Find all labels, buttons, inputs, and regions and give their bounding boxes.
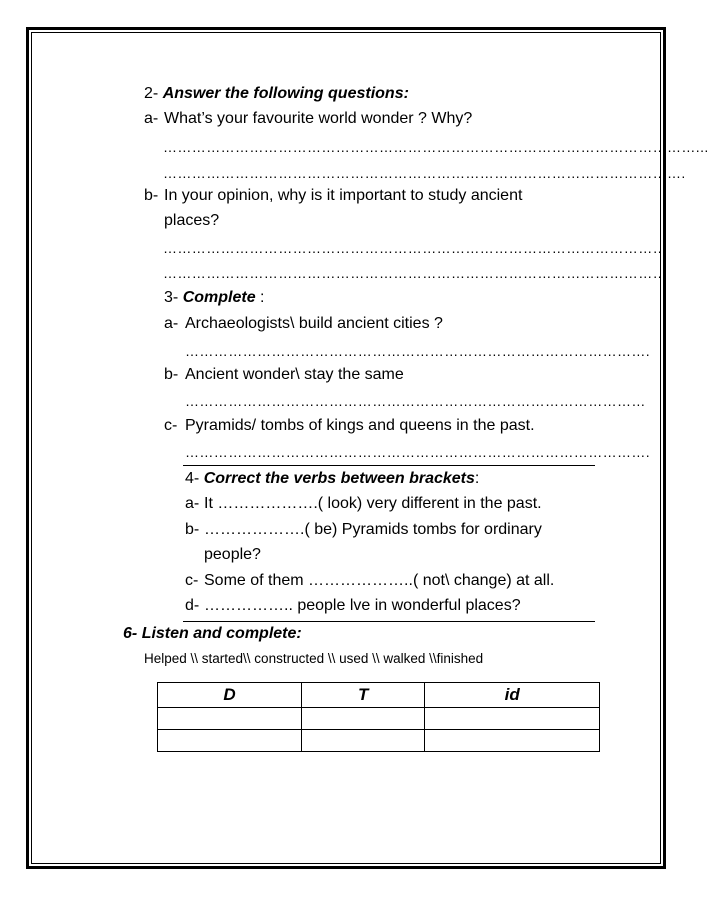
- q6-title: Listen and complete:: [141, 625, 302, 642]
- table-cell-t[interactable]: [301, 708, 424, 730]
- q2-a-letter: a-: [144, 110, 159, 127]
- table-row: [158, 730, 600, 752]
- q4-colon: :: [474, 470, 480, 487]
- q2-a-answer-line-2[interactable]: ……………………………………………………………………………………………….: [163, 165, 686, 181]
- q3-colon: :: [260, 289, 265, 306]
- table-cell-d[interactable]: [158, 708, 302, 730]
- table-row: [158, 708, 600, 730]
- q2-a-question: What’s your favourite world wonder ? Why?: [164, 110, 473, 127]
- q4-number: 4-: [185, 470, 200, 487]
- q3-b-letter: b-: [164, 366, 179, 383]
- q3-a-prompt: Archaeologists\ build ancient cities ?: [185, 315, 443, 332]
- q4-heading: [185, 469, 479, 489]
- q2-b-letter: b-: [144, 187, 159, 204]
- table-header-id: id: [425, 683, 600, 708]
- sound-table: [157, 682, 600, 752]
- q4-d-sentence[interactable]: …………….. people lve in wonderful places?: [204, 597, 521, 614]
- section-divider-bottom: [183, 621, 595, 622]
- table-cell-id[interactable]: [425, 708, 600, 730]
- q4-b-sentence[interactable]: ……………….( be) Pyramids tombs for ordinary: [204, 521, 542, 538]
- table-header-row: [158, 683, 600, 708]
- q3-number: 3-: [164, 289, 179, 306]
- q3-a-answer-line[interactable]: …………………………………………………………………………………….: [185, 343, 651, 359]
- table-header-t: T: [301, 683, 424, 708]
- q2-a-answer-line-1[interactable]: …………………………………………………………………………………………………...: [163, 139, 709, 155]
- q4-title: Correct the verbs between brackets: [203, 470, 475, 487]
- q2-b-answer-line-2[interactable]: ……………………………………………………………………………………………: [163, 265, 667, 281]
- q2-heading: [144, 84, 409, 104]
- q3-c-answer-line[interactable]: …………………………………………………………………………………….: [185, 444, 651, 460]
- q2-title: Answer the following questions:: [162, 85, 409, 102]
- q6-heading: [123, 624, 302, 644]
- table-header-d: D: [158, 683, 302, 708]
- q2-number: 2-: [144, 85, 159, 102]
- q4-c-letter: c-: [185, 572, 199, 589]
- q4-a-sentence[interactable]: It ……………….( look) very different in the past.: [204, 495, 542, 512]
- q2-b-question: In your opinion, why is it important to study ancient: [164, 187, 523, 204]
- q2-b-answer-line-1[interactable]: ……………………………………………………………………………………………: [163, 240, 667, 256]
- table-cell-id[interactable]: [425, 730, 600, 752]
- q3-c-letter: c-: [164, 417, 178, 434]
- table-cell-t[interactable]: [301, 730, 424, 752]
- q2-b-question-cont: places?: [164, 212, 220, 229]
- q3-c-prompt: Pyramids/ tombs of kings and queens in the past.: [185, 417, 535, 434]
- q4-c-sentence[interactable]: Some of them ………………..( not\ change) at all.: [204, 572, 555, 589]
- q6-word-bank: Helped \\ started\\ constructed \\ used \\ walked \\finished: [144, 651, 484, 666]
- q3-title: Complete: [182, 289, 256, 306]
- q4-b-letter: b-: [185, 521, 200, 538]
- q3-heading: [164, 288, 265, 308]
- table-cell-d[interactable]: [158, 730, 302, 752]
- q4-a-letter: a-: [185, 495, 200, 512]
- q3-b-prompt: Ancient wonder\ stay the same: [185, 366, 404, 383]
- q4-b-sentence-cont: people?: [204, 546, 261, 563]
- q6-number: 6-: [123, 625, 138, 642]
- section-divider-top: [183, 465, 595, 466]
- q4-d-letter: d-: [185, 597, 200, 614]
- q3-a-letter: a-: [164, 315, 179, 332]
- q3-b-answer-line[interactable]: ……………………………………………………………………………………: [185, 393, 646, 409]
